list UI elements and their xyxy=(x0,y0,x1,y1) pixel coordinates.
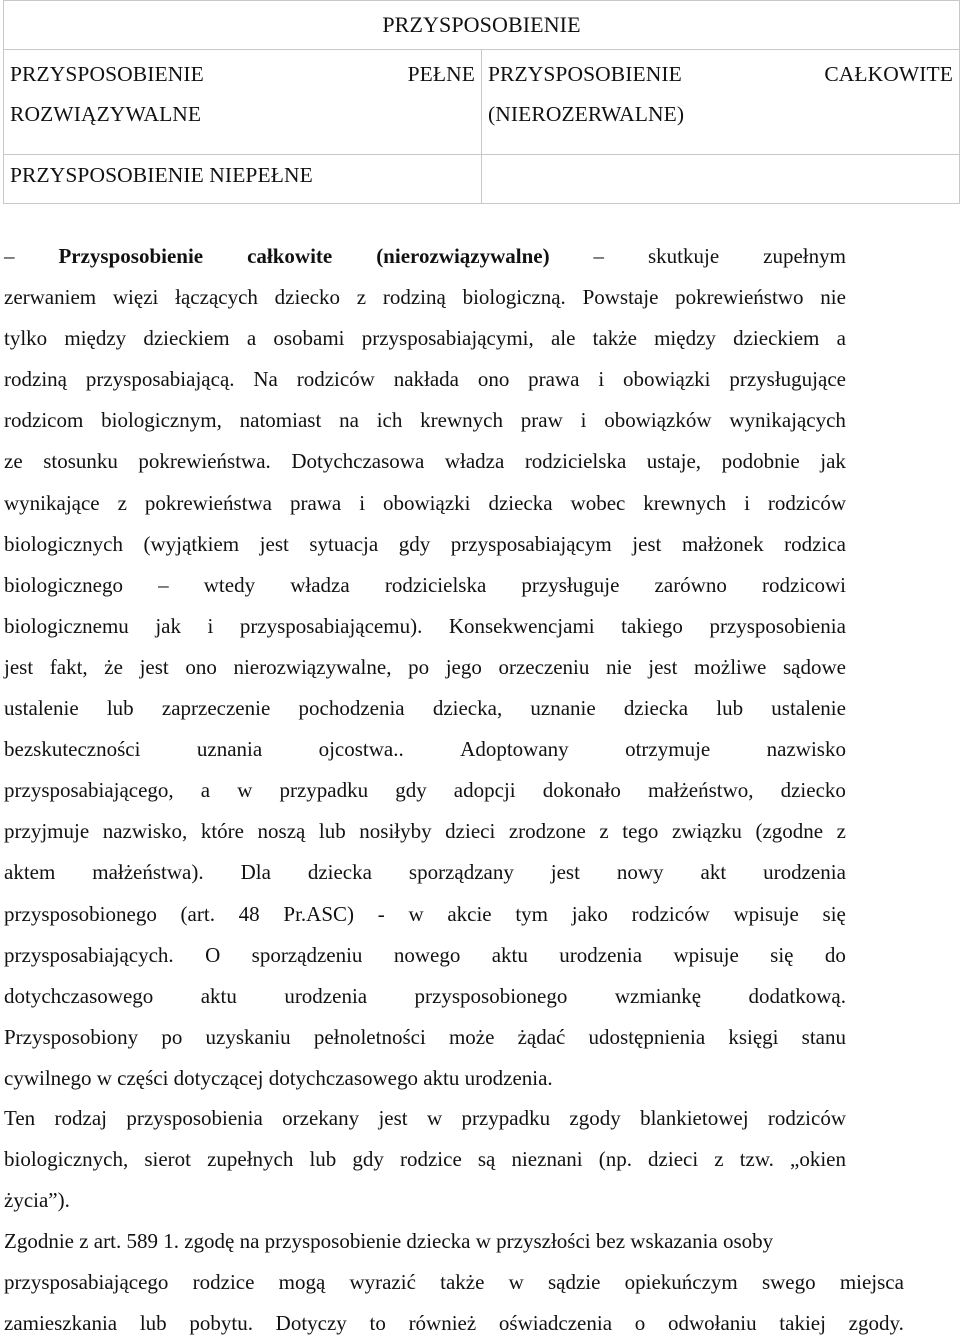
word: rodzicielska xyxy=(384,572,487,597)
word: odwołaniu xyxy=(667,1311,757,1336)
word: nierozwiązywalne, xyxy=(233,654,392,679)
word: dotychczasowego xyxy=(4,983,154,1008)
word: także xyxy=(440,1270,485,1295)
word: ustalenie xyxy=(4,696,79,721)
word: się xyxy=(770,942,794,967)
word: nie xyxy=(606,654,632,679)
paragraph-line xyxy=(4,976,846,1017)
cell-full-revocable-word1: PRZYSPOSOBIENIE xyxy=(10,62,204,86)
paragraph-line xyxy=(4,1098,846,1139)
word: pokrewieństwa. xyxy=(138,449,271,474)
word: otrzymuje xyxy=(625,737,711,762)
word: - xyxy=(377,901,385,926)
paragraph-line xyxy=(4,729,846,770)
word: pełnoletności xyxy=(313,1024,426,1049)
word: biologicznych xyxy=(4,531,123,556)
paragraph-line xyxy=(4,318,846,359)
word: swego xyxy=(761,1270,816,1295)
word: jest xyxy=(139,654,169,679)
word: skutkuje xyxy=(648,244,720,268)
word: i xyxy=(207,613,214,638)
word: małżeństwa). xyxy=(92,860,204,885)
word: przysposabiającemu). xyxy=(239,613,423,638)
word: ono xyxy=(477,367,510,392)
word: natomiast xyxy=(239,408,322,433)
word: lub xyxy=(106,696,134,721)
word: jest xyxy=(378,1106,408,1130)
word: biologicznego xyxy=(4,572,123,597)
word: w xyxy=(408,901,424,926)
word: blankietowej xyxy=(640,1106,749,1130)
word: dodatkową. xyxy=(748,983,846,1008)
word: pokrewieństwa xyxy=(144,490,272,515)
dash: – xyxy=(593,244,605,268)
paragraph-line xyxy=(4,935,846,976)
word: (zgodne xyxy=(755,819,824,844)
word: rodzice xyxy=(192,1270,255,1295)
word: fakt, xyxy=(49,654,88,679)
word: z xyxy=(356,285,367,310)
word: 48 xyxy=(238,901,260,926)
bold-term-2: całkowite xyxy=(247,244,333,268)
word: nie xyxy=(820,285,846,310)
word: zrodzone xyxy=(508,819,586,844)
word: rodzicowi xyxy=(762,572,846,597)
word: Dla xyxy=(240,860,271,885)
word: (art. xyxy=(180,901,215,926)
word: pochodzenia xyxy=(298,696,405,721)
paragraph-line xyxy=(4,1017,846,1058)
bold-term-1: Przysposobienie xyxy=(58,244,204,268)
word: obowiązki xyxy=(623,367,711,392)
word: sporządzany xyxy=(408,860,514,885)
paragraph-blanket-consent xyxy=(4,1098,846,1221)
word: stanu xyxy=(801,1024,846,1049)
word: aktem xyxy=(4,860,56,885)
word: Dotyczy xyxy=(275,1311,347,1336)
paragraph-line xyxy=(4,565,846,606)
paragraph-line xyxy=(4,606,846,647)
word: adopcji xyxy=(453,778,516,803)
word: noszą xyxy=(257,819,306,844)
word: tego xyxy=(622,819,659,844)
word: Konsekwencjami xyxy=(448,613,595,638)
word: w xyxy=(508,1270,524,1295)
word: rodziców xyxy=(767,1106,846,1130)
word: przysposabiającego xyxy=(4,1270,169,1295)
word: jest xyxy=(259,531,289,556)
word: lub xyxy=(318,819,346,844)
word: związku xyxy=(671,819,742,844)
word: dziecka xyxy=(307,860,372,885)
word: osobami xyxy=(273,326,345,351)
cell-empty xyxy=(482,155,960,204)
word: władza xyxy=(290,572,350,597)
cell-complete-irrevocable xyxy=(482,50,960,155)
word: prawa xyxy=(528,367,580,392)
word: z xyxy=(714,1147,724,1172)
word: przysposobienia xyxy=(126,1106,263,1130)
word: takiego xyxy=(621,613,683,638)
word: dzieckiem xyxy=(143,326,230,351)
word: wynikających xyxy=(729,408,846,433)
word: do xyxy=(824,942,846,967)
word: nakłada xyxy=(393,367,459,392)
word: ustalenie xyxy=(771,696,846,721)
word: rodziną xyxy=(4,367,67,392)
word: przysposobienia xyxy=(709,613,846,638)
word: które xyxy=(200,819,244,844)
word: bezskuteczności xyxy=(4,737,141,762)
word: tylko xyxy=(4,326,48,351)
word: sytuacja xyxy=(309,531,379,556)
word: rodzicielska xyxy=(524,449,627,474)
word: jako xyxy=(571,901,608,926)
word: aktu xyxy=(491,942,528,967)
word: (np. xyxy=(598,1147,632,1172)
paragraph-line xyxy=(4,647,846,688)
word: urodzenia xyxy=(284,983,368,1008)
paragraph-line xyxy=(4,852,846,893)
word: orzeczeniu xyxy=(498,654,590,679)
word: prawa xyxy=(289,490,342,515)
word: Pr.ASC) xyxy=(283,901,354,926)
paragraph-line xyxy=(4,441,846,482)
word: a xyxy=(200,778,211,803)
word: dzieci xyxy=(445,819,496,844)
cell-full-revocable xyxy=(4,50,482,155)
word: łączących xyxy=(175,285,258,310)
word: zgody xyxy=(569,1106,621,1130)
word: O xyxy=(205,942,221,967)
word: jego xyxy=(445,654,482,679)
word: Powstaje xyxy=(582,285,659,310)
word: przysługuje xyxy=(521,572,620,597)
word: to xyxy=(369,1311,386,1336)
word: w xyxy=(426,1106,443,1130)
word: pokrewieństwo xyxy=(675,285,804,310)
word: jak xyxy=(155,613,181,638)
word: dziecko xyxy=(780,778,846,803)
word: pobytu. xyxy=(189,1311,253,1336)
word: zerwaniem xyxy=(4,285,97,310)
word: przysposabiającym xyxy=(450,531,612,556)
word: więzi xyxy=(112,285,159,310)
word: zarówno xyxy=(654,572,727,597)
word: zamieszkania xyxy=(4,1311,118,1336)
word: praw xyxy=(520,408,563,433)
word: akcie xyxy=(447,901,492,926)
word: orzekany xyxy=(282,1106,360,1130)
paragraph-art-589 xyxy=(4,1221,904,1344)
word: przysposabiającą. xyxy=(85,367,235,392)
word: zaprzeczenie xyxy=(161,696,271,721)
dash: – xyxy=(4,244,15,268)
paragraph-line-last: życia”). xyxy=(4,1188,70,1213)
word: rodziców xyxy=(767,490,846,515)
word: rodzica xyxy=(784,531,846,556)
word: a xyxy=(836,326,846,351)
word: wpisuje xyxy=(733,901,799,926)
word: dzieckiem xyxy=(733,326,820,351)
word: sporządzeniu xyxy=(251,942,363,967)
word: mogą xyxy=(278,1270,326,1295)
word: tym xyxy=(515,901,549,926)
word: urodzenia xyxy=(559,942,643,967)
word: urodzenia xyxy=(763,860,846,885)
word: dokonało xyxy=(542,778,621,803)
cell-full-revocable-line2: ROZWIĄZYWALNE xyxy=(10,102,202,126)
word: przysposobionego xyxy=(4,901,157,926)
word: wyrazić xyxy=(349,1270,416,1295)
paragraph-line xyxy=(4,483,846,524)
word: biologicznym, xyxy=(101,408,222,433)
word: i xyxy=(744,490,750,515)
word: jak xyxy=(820,449,846,474)
word: przysposabiającego, xyxy=(4,778,174,803)
word: nowego xyxy=(393,942,461,967)
word: że xyxy=(104,654,123,679)
word: lub xyxy=(139,1311,167,1336)
word: dzieci xyxy=(648,1147,699,1172)
word: ich xyxy=(376,408,403,433)
paragraph-line xyxy=(4,277,846,318)
word: z xyxy=(599,819,609,844)
paragraph-line xyxy=(4,811,846,852)
word: między xyxy=(64,326,127,351)
cell-full-revocable-word2: PEŁNE xyxy=(407,62,475,86)
word: może xyxy=(448,1024,495,1049)
word: nieznani xyxy=(511,1147,583,1172)
word: krewnych xyxy=(420,408,503,433)
word: w xyxy=(237,778,253,803)
word: – xyxy=(158,572,169,597)
word: jest xyxy=(4,654,34,679)
word: biologiczną. xyxy=(462,285,566,310)
word: uznanie xyxy=(530,696,596,721)
word: Przysposobiony xyxy=(4,1024,139,1049)
word: stosunku xyxy=(43,449,118,474)
word: wynikające xyxy=(4,490,100,515)
word: możliwe xyxy=(694,654,767,679)
cell-incomplete xyxy=(4,155,482,204)
word: sądowe xyxy=(782,654,846,679)
word: uzyskaniu xyxy=(205,1024,291,1049)
word: ojcostwa.. xyxy=(318,737,404,762)
word: przysposabiających. xyxy=(4,942,174,967)
word: jest xyxy=(648,654,678,679)
word: sądzie xyxy=(547,1270,601,1295)
word: Ten xyxy=(4,1106,36,1130)
word: władza xyxy=(444,449,505,474)
word: udostępnienia xyxy=(588,1024,706,1049)
word: i xyxy=(598,367,605,392)
word: przypadku xyxy=(279,778,369,803)
word: wobec xyxy=(570,490,626,515)
word: nosiłyby xyxy=(359,819,432,844)
word: nazwisko, xyxy=(102,819,188,844)
word: zupełnych xyxy=(207,1147,294,1172)
paragraph-line xyxy=(4,236,846,277)
word: Adoptowany xyxy=(460,737,569,762)
word: „okien xyxy=(790,1147,846,1172)
cell-complete-word1: PRZYSPOSOBIENIE xyxy=(488,62,682,86)
table-header xyxy=(4,1,960,50)
word: się xyxy=(822,901,846,926)
word: jest xyxy=(632,531,662,556)
paragraph-line xyxy=(4,524,846,565)
paragraph-line xyxy=(4,359,846,400)
paragraph-line xyxy=(4,1139,846,1180)
word: rodzice xyxy=(399,1147,462,1172)
paragraph-line xyxy=(4,1262,904,1303)
word: rodziców xyxy=(631,901,710,926)
word: wzmiankę xyxy=(614,983,702,1008)
word: tzw. xyxy=(739,1147,774,1172)
word: wpisuje xyxy=(673,942,739,967)
word: z xyxy=(836,819,846,844)
word: sierot xyxy=(144,1147,191,1172)
word: uznania xyxy=(196,737,263,762)
word: między xyxy=(654,326,716,351)
cell-incomplete-text: PRZYSPOSOBIENIE NIEPEŁNE xyxy=(10,163,313,187)
word: także xyxy=(592,326,637,351)
word: przysposabiającymi, xyxy=(361,326,534,351)
word: biologicznych, xyxy=(4,1147,129,1172)
word: są xyxy=(477,1147,496,1172)
word: również xyxy=(408,1311,477,1336)
word: z xyxy=(117,490,127,515)
word: obowiązków xyxy=(604,408,712,433)
word: dziecka xyxy=(623,696,689,721)
paragraph-complete-adoption xyxy=(4,236,846,1099)
word: lub xyxy=(309,1147,337,1172)
word: ze xyxy=(4,449,23,474)
bold-term-3: (nierozwiązywalne) xyxy=(376,244,550,268)
word: rodziną xyxy=(382,285,446,310)
word: krewnych xyxy=(643,490,727,515)
word: gdy xyxy=(395,778,427,803)
word: obowiązki xyxy=(383,490,471,515)
word: rodzicom xyxy=(4,408,84,433)
word: opiekuńczym xyxy=(624,1270,738,1295)
word: zgody. xyxy=(848,1311,904,1336)
paragraph-line xyxy=(4,770,846,811)
word: nazwisko xyxy=(766,737,846,762)
word: przysługujące xyxy=(729,367,846,392)
paragraph-line: Zgodnie z art. 589 1. zgodę na przysposobienie dziecka w przyszłości bez wskazania osoby xyxy=(4,1229,774,1253)
word: o xyxy=(634,1311,646,1336)
word: nowy xyxy=(616,860,664,885)
word: po xyxy=(408,654,430,679)
paragraph-line xyxy=(4,400,846,441)
word: Na xyxy=(253,367,278,392)
word: dziecka xyxy=(488,490,553,515)
word: i xyxy=(359,490,366,515)
cell-complete-line2: (NIEROZERWALNE) xyxy=(488,102,685,126)
word: dziecko xyxy=(274,285,340,310)
word: księgi xyxy=(728,1024,779,1049)
word: Dotychczasowa xyxy=(291,449,425,474)
word: gdy xyxy=(352,1147,384,1172)
word: przysposobionego xyxy=(414,983,568,1008)
paragraph-line xyxy=(4,688,846,729)
word: lub xyxy=(716,696,744,721)
word: takiej xyxy=(779,1311,826,1336)
word: ustaje, xyxy=(646,449,702,474)
word: przypadku xyxy=(461,1106,551,1130)
word: podobnie xyxy=(721,449,800,474)
word: ono xyxy=(185,654,217,679)
word: biologicznemu xyxy=(4,613,129,638)
word: małżeństwo, xyxy=(647,778,754,803)
word: żądać xyxy=(517,1024,566,1049)
word: zupełnym xyxy=(763,244,846,268)
table-header-text: PRZYSPOSOBIENIE xyxy=(382,12,581,37)
adoption-types-table xyxy=(3,0,960,204)
word: rodziców xyxy=(296,367,375,392)
word: gdy xyxy=(398,531,431,556)
word: małżonek xyxy=(681,531,764,556)
word: dziecka, xyxy=(432,696,503,721)
word: i xyxy=(580,408,587,433)
word: oświadczenia xyxy=(498,1311,613,1336)
paragraph-line xyxy=(4,1303,904,1344)
word: a xyxy=(246,326,257,351)
cell-complete-word2: CAŁKOWITE xyxy=(824,62,953,86)
word: przyjmuje xyxy=(4,819,90,844)
word: ale xyxy=(550,326,576,351)
word: wtedy xyxy=(203,572,256,597)
word: rodzaj xyxy=(54,1106,107,1130)
word: na xyxy=(339,408,359,433)
paragraph-line-last: cywilnego w części dotyczącej dotychczasowego aktu urodzenia. xyxy=(4,1065,553,1090)
word: aktu xyxy=(200,983,237,1008)
word: (wyjątkiem xyxy=(143,531,240,556)
word: akt xyxy=(700,860,727,885)
word: po xyxy=(161,1024,183,1049)
paragraph-line xyxy=(4,894,846,935)
word: jest xyxy=(550,860,580,885)
word: miejsca xyxy=(839,1270,904,1295)
